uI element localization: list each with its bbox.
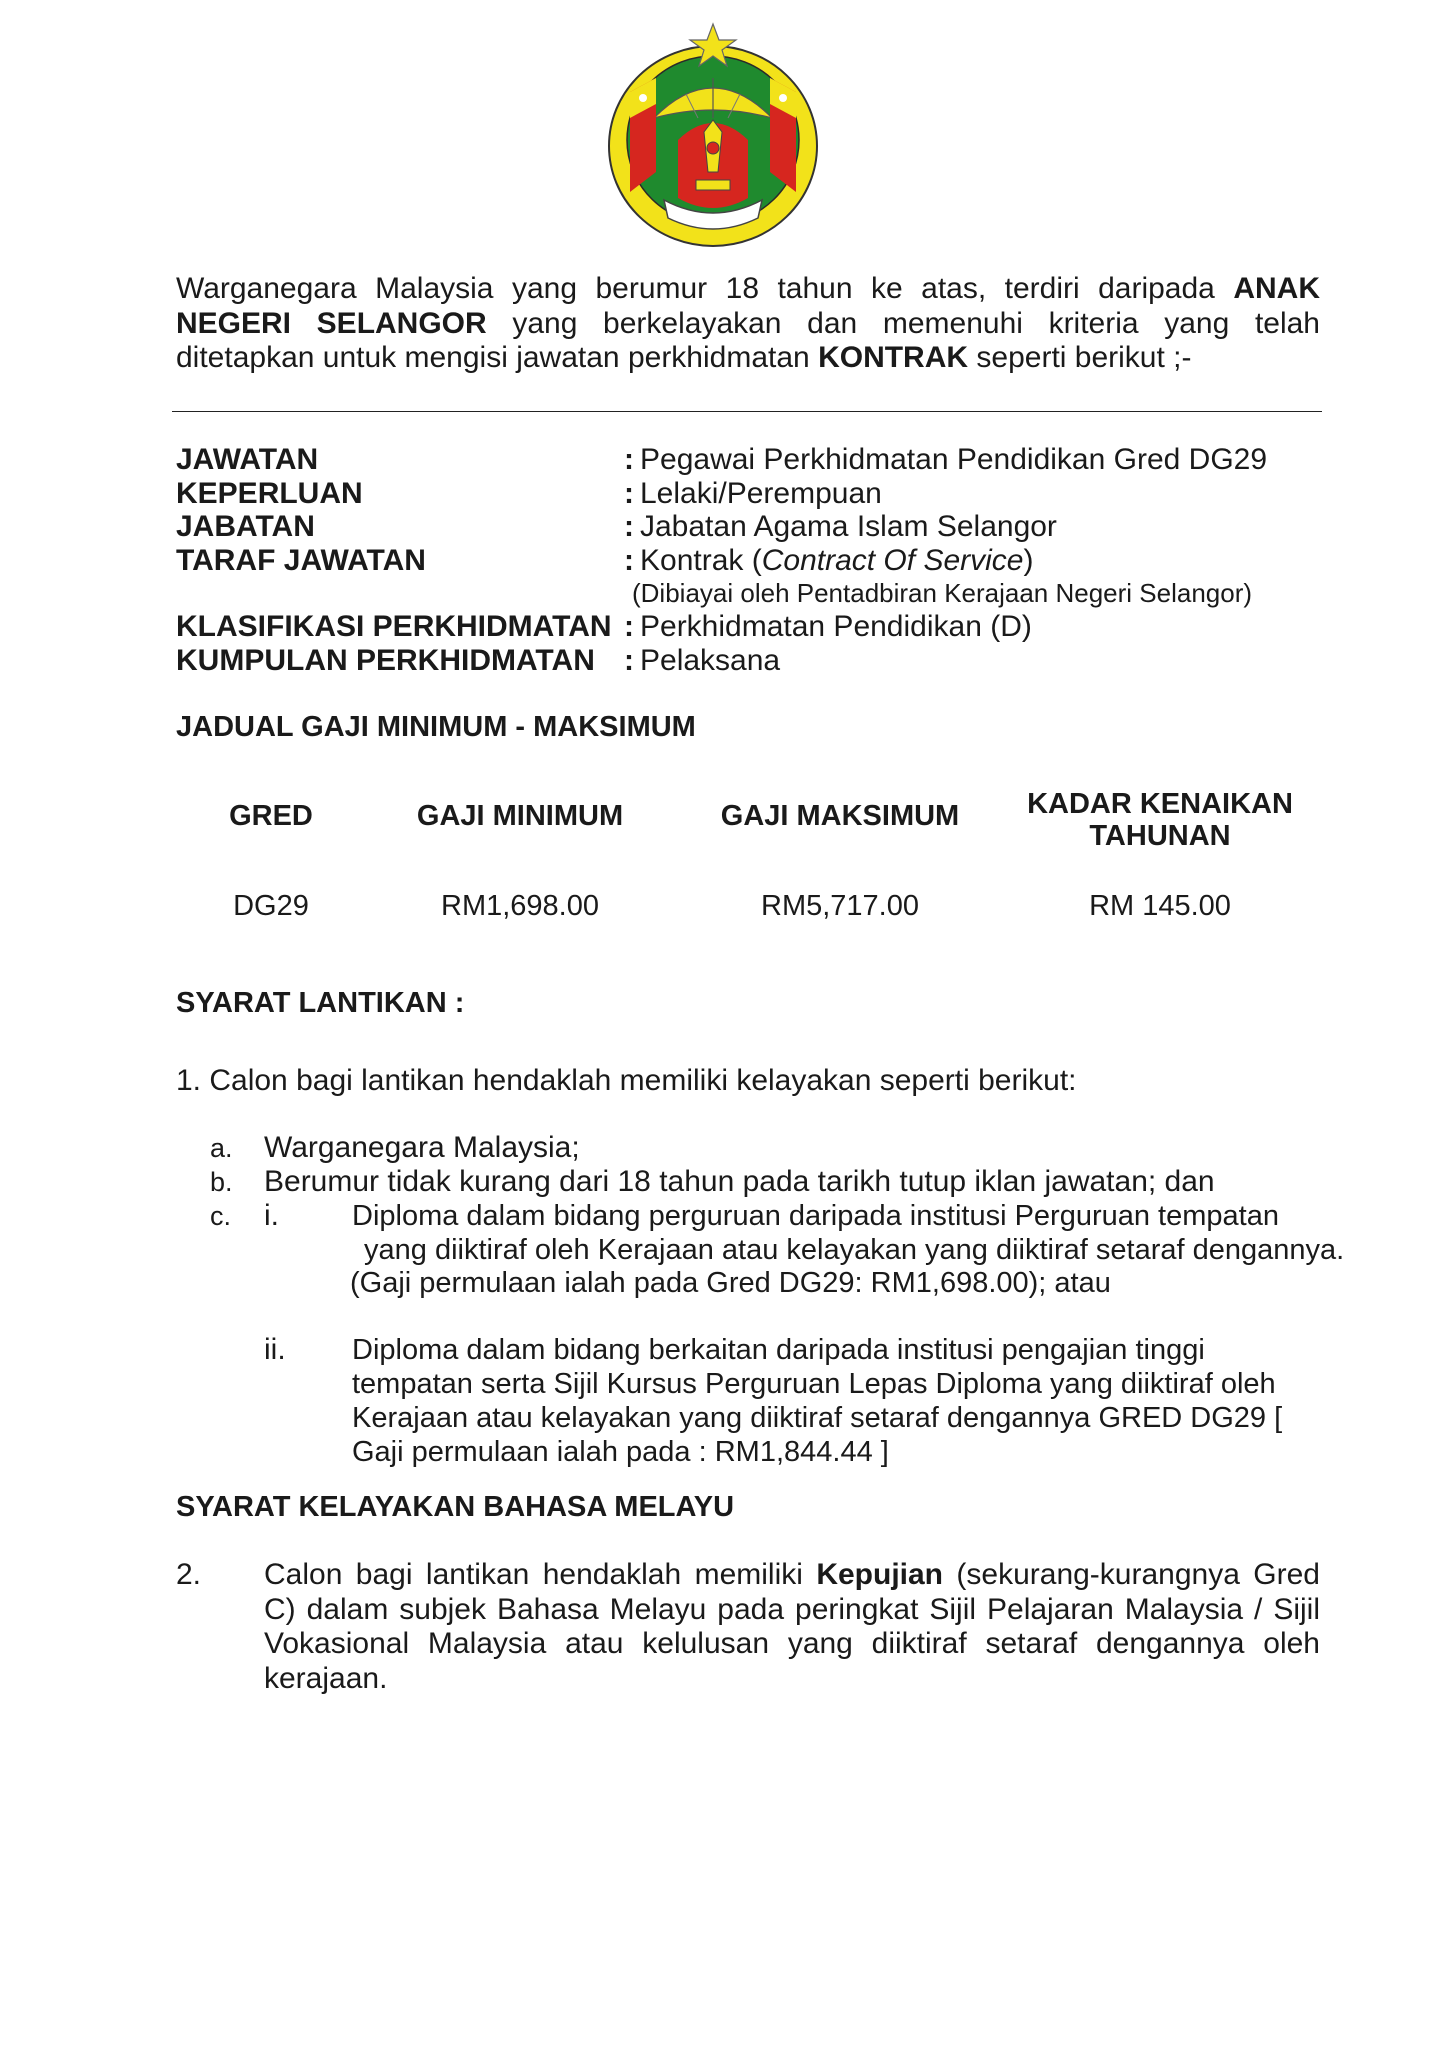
colon: : [624, 610, 634, 643]
info-row-keperluan [176, 477, 1326, 511]
horizontal-divider [172, 411, 1322, 412]
colon: : [624, 476, 634, 510]
syarat-item-c-i-line-3: (Gaji permulaan ialah pada Gred DG29: RM1,698.00); atau [350, 1267, 1111, 1299]
syarat-item-c-ii-line-4: Gaji permulaan ialah pada : RM1,844.44 ] [352, 1436, 889, 1468]
list-marker-c-i: i. [264, 1199, 279, 1232]
taraf-label: TARAF JAWATAN [176, 543, 426, 577]
list-marker-b: b. [210, 1167, 233, 1197]
info-row-klasifikasi [176, 610, 1326, 644]
colon: : [624, 443, 634, 476]
info-row-jawatan [176, 443, 1326, 477]
info-row-kumpulan [176, 644, 1326, 678]
salary-header-gred: GRED [229, 800, 313, 832]
intro-bold-kontrak: KONTRAK [818, 341, 969, 374]
klasifikasi-label: KLASIFIKASI PERKHIDMATAN [176, 610, 612, 643]
keperluan-value-wrap [624, 477, 882, 511]
syarat-item-c-i-line-1: Diploma dalam bidang perguruan daripada institusi Perguruan tempatan [352, 1200, 1279, 1232]
bahasa-melayu-heading: SYARAT KELAYAKAN BAHASA MELAYU [176, 1491, 735, 1523]
salary-header-gaji-minimum: GAJI MINIMUM [416, 800, 624, 832]
list-marker-c-ii: ii. [264, 1333, 286, 1366]
klasifikasi-value: Perkhidmatan Pendidikan (D) [640, 610, 1032, 643]
kumpulan-value-wrap [624, 644, 780, 678]
salary-heading: JADUAL GAJI MINIMUM - MAKSIMUM [176, 711, 696, 743]
syarat-item-b: Berumur tidak kurang dari 18 tahun pada tarikh tutup iklan jawatan; dan [264, 1165, 1215, 1198]
intro-text-3: seperti berikut ;- [968, 341, 1192, 374]
salary-header-gaji-maksimum: GAJI MAKSIMUM [720, 800, 960, 832]
bahasa-item-number: 2. [176, 1558, 202, 1591]
salary-header-kadar-kenaikan: KADAR KENAIKAN TAHUNAN [1027, 788, 1293, 852]
jawatan-value: Pegawai Perkhidmatan Pendidikan Gred DG29 [640, 443, 1268, 476]
taraf-value-end: ) [1023, 543, 1034, 577]
colon: : [624, 510, 634, 543]
taraf-value-wrap [624, 544, 1033, 578]
jabatan-label: JABATAN [176, 510, 315, 543]
list-marker-c: c. [210, 1201, 232, 1231]
syarat-item-c-i-line-2: yang diiktiraf oleh Kerajaan atau kelayakan yang diiktiraf setaraf dengannya. [364, 1234, 1345, 1266]
syarat-item-c-ii-line-1: Diploma dalam bidang berkaitan daripada institusi pengajian tinggi [352, 1334, 1205, 1366]
bahasa-text-1: Calon bagi lantikan hendaklah memiliki [264, 1558, 817, 1591]
salary-cell-gaji-maksimum: RM5,717.00 [761, 890, 919, 922]
salary-cell-kadar-kenaikan: RM 145.00 [1089, 890, 1231, 922]
syarat-item-1: 1. Calon bagi lantikan hendaklah memiliki kelayakan seperti berikut: [176, 1064, 1077, 1097]
jawatan-value-wrap [624, 443, 1267, 477]
info-row-jabatan [176, 510, 1326, 544]
syarat-item-a: Warganegara Malaysia; [264, 1131, 580, 1164]
syarat-item-c-ii-line-2: tempatan serta Sijil Kursus Perguruan Lepas Diploma yang diiktiraf oleh [352, 1368, 1276, 1400]
taraf-value-italic: Contract Of Service [761, 543, 1024, 577]
syarat-item-c-ii-line-3: Kerajaan atau kelayakan yang diiktiraf setaraf dengannya GRED DG29 [ [352, 1402, 1283, 1434]
colon: : [624, 543, 634, 577]
syarat-lantikan-heading: SYARAT LANTIKAN : [176, 987, 465, 1019]
keperluan-label: KEPERLUAN [176, 476, 363, 510]
intro-bold-anak-negeri: ANAK NEGERI SELANGOR [176, 272, 1320, 340]
taraf-value: Kontrak ( [640, 543, 762, 577]
salary-cell-gred: DG29 [233, 890, 309, 922]
intro-paragraph [176, 272, 1320, 376]
bahasa-paragraph [264, 1558, 1320, 1696]
kumpulan-value: Pelaksana [640, 643, 781, 677]
jabatan-value-wrap [624, 510, 1057, 544]
keperluan-value: Lelaki/Perempuan [640, 476, 882, 510]
intro-text-2: yang berkelayakan dan memenuhi kriteria yang telah ditetapkan untuk mengisi jawatan perkhidmatan [176, 306, 1320, 374]
job-info-block [176, 443, 1326, 677]
colon: : [624, 643, 634, 677]
jabatan-value: Jabatan Agama Islam Selangor [640, 510, 1057, 543]
selangor-crest-icon [606, 22, 820, 248]
jawatan-label: JAWATAN [176, 443, 319, 476]
kumpulan-label: KUMPULAN PERKHIDMATAN [176, 643, 595, 677]
info-row-taraf [176, 544, 1326, 578]
salary-cell-gaji-minimum: RM1,698.00 [441, 890, 599, 922]
taraf-note: (Dibiayai oleh Pentadbiran Kerajaan Negeri Selangor) [632, 578, 1253, 608]
klasifikasi-value-wrap [624, 610, 1032, 644]
bahasa-text-2: (sekurang-kurangnya Gred C) dalam subjek Bahasa Melayu pada peringkat Sijil Pelajaran Malaysia / Sijil Vokasional Malaysia atau kelulusan yang diiktiraf setaraf dengannya oleh kerajaan. [264, 1558, 1320, 1695]
intro-text-1: Warganegara Malaysia yang berumur 18 tahun ke atas, terdiri daripada [176, 272, 1234, 305]
list-marker-a: a. [210, 1133, 233, 1163]
bahasa-bold-kepujian: Kepujian [816, 1558, 943, 1591]
